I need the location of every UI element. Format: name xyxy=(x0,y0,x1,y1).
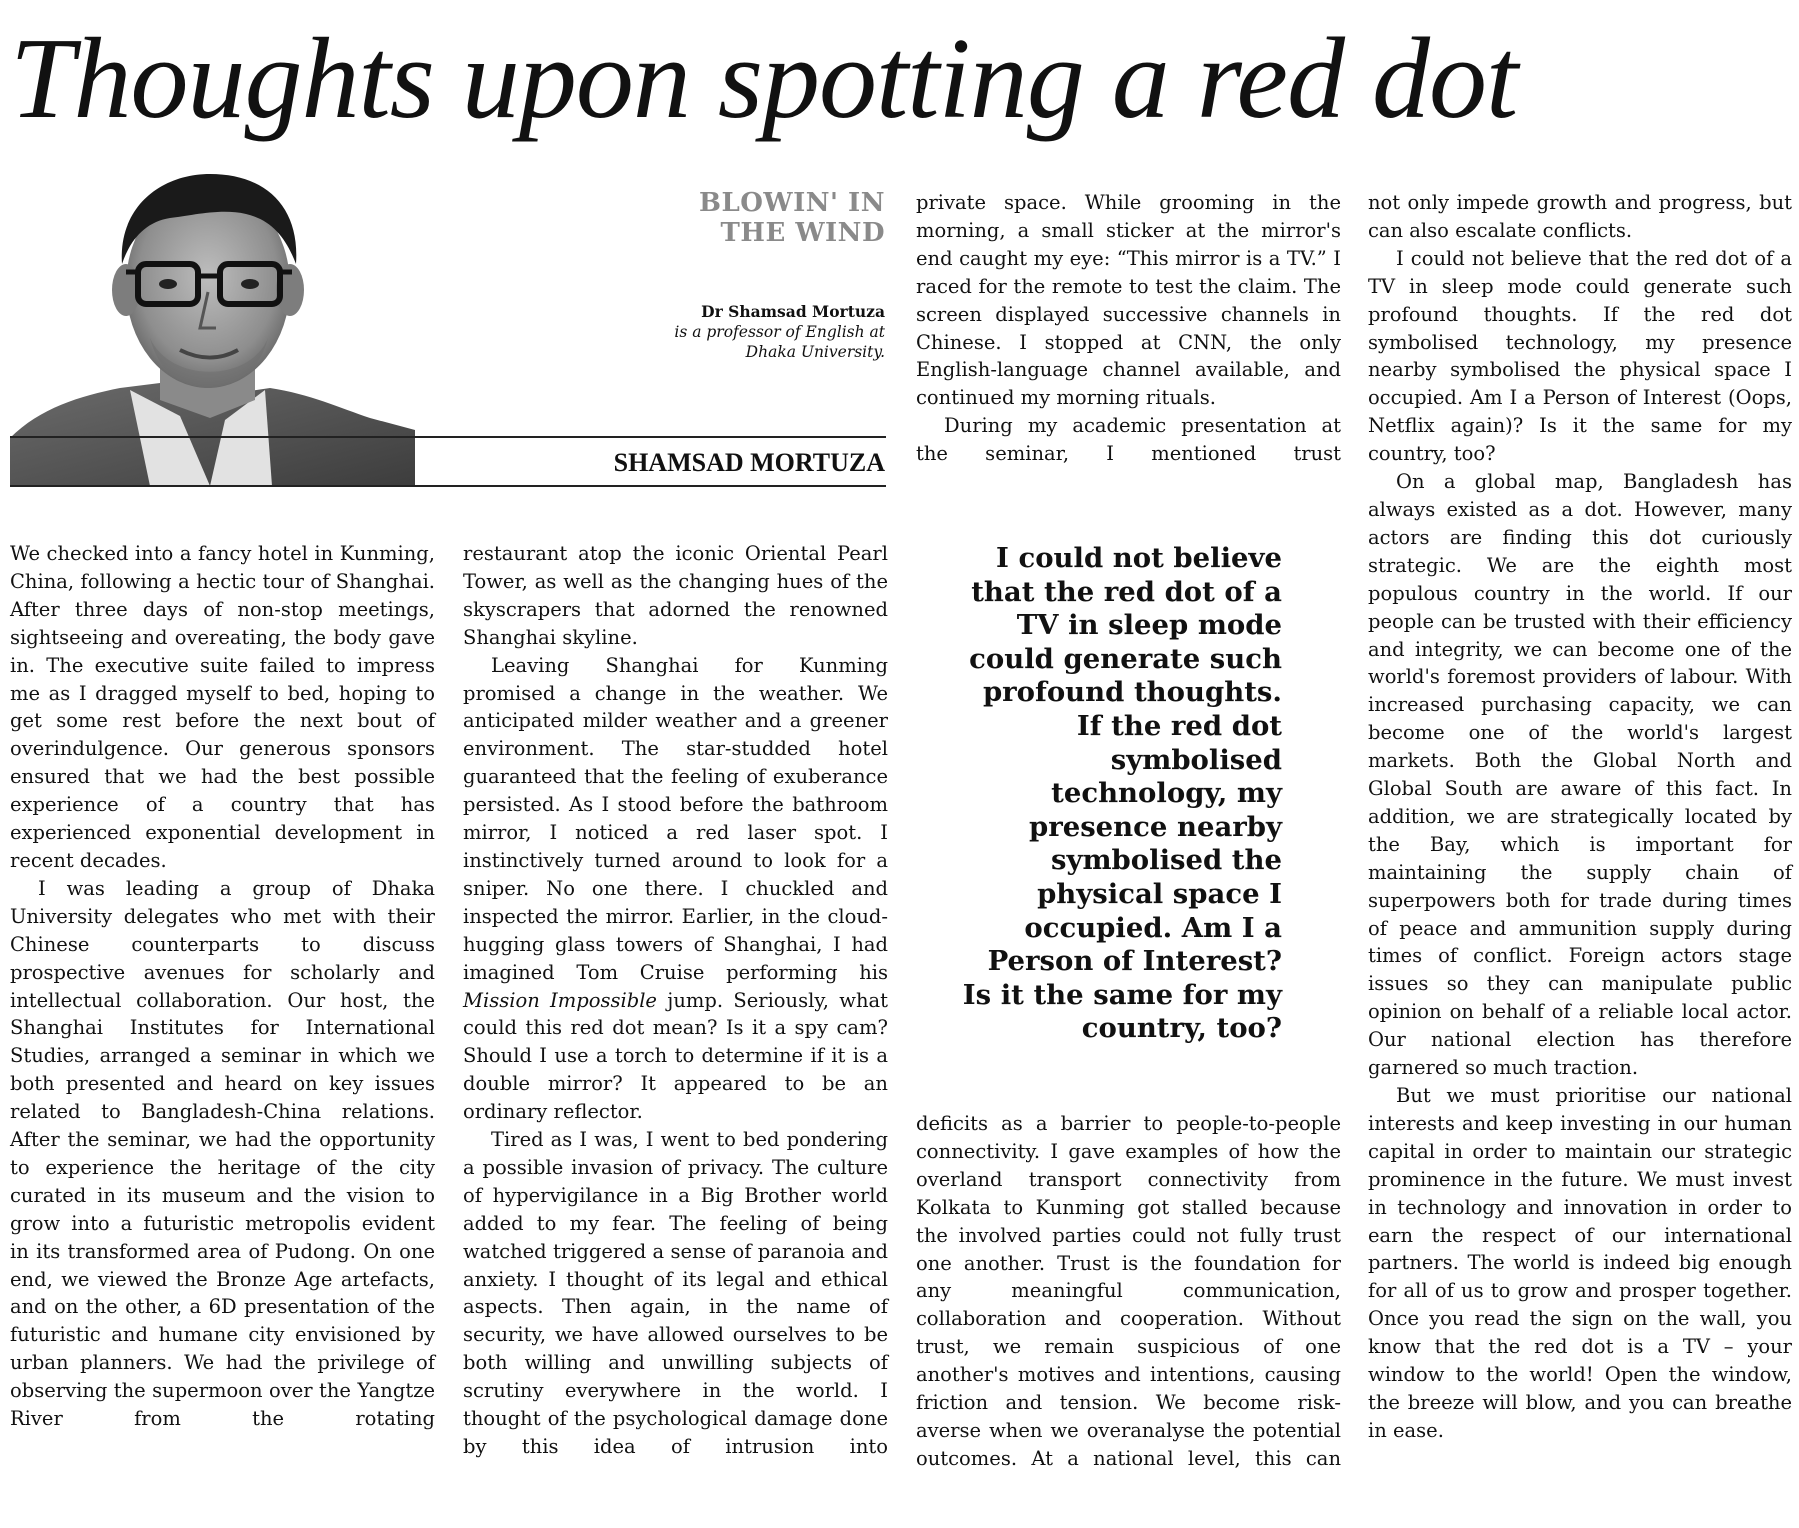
body-column-3-top xyxy=(916,189,1341,468)
author-bio xyxy=(560,302,885,362)
paragraph: Tired as I was, I went to bed pondering a possible invasion of privacy. The culture of hypervigilance in a Big Brother world added to my fear. The feeling of being watched triggered a sense of paranoia and anxiety. I thought of its legal and ethical aspects. Then again, in the name of security, we have allowed ourselves to be both willing and unwilling subjects of scrutiny everywhere in the world. I thought of the psychological damage done by this idea of intrusion into xyxy=(463,1128,888,1458)
column-kicker xyxy=(600,188,885,248)
byline: SHAMSAD MORTUZA xyxy=(613,448,885,477)
kicker-line-2: THE WIND xyxy=(720,218,885,248)
paragraph: We checked into a fancy hotel in Kunming, China, following a hectic tour of Shanghai. After three days of non-stop meetings, sightseeing and overeating, the body gave in. The executive suite failed to impress me as I dragged myself to bed, hoping to get some rest before the next bout of overindulgence. Our generous sponsors ensured that we had the best possible experience of a country that has experienced exponential development in recent decades. xyxy=(10,542,435,872)
pull-quote: I could not believe that the red dot of a TV in sleep mode could generate such profound thoughts. If the red dot symbolised technology, my presence nearby symbolised the physical space I occupied. Am I a Person of Interest? Is it the same for my country, too? xyxy=(962,542,1282,1045)
paragraph: I was leading a group of Dhaka University delegates who met with their Chinese counterparts to discuss prospective avenues for scholarly and intellectual collaboration. Our host, the Shanghai Institutes for International Studies, arranged a seminar in which we both presented and heard on key issues related to Bangladesh-China relations. After the seminar, we had the opportunity to experience the heritage of the city curated in its museum and the vision to grow into a futuristic metropolis evident in its transformed area of Pudong. On one end, we viewed the Bronze Age artefacts, and on the other, a 6D presentation of the futuristic and humane city envisioned by urban planners. We had the privilege of observing the supermoon over the Yangtze River from the rotating xyxy=(10,876,435,1431)
body-column-1 xyxy=(10,540,435,1433)
body-column-3-bottom xyxy=(916,1110,1341,1473)
paragraph: restaurant atop the iconic Oriental Pearl Tower, as well as the changing hues of the skyscrapers that adorned the renowned Shanghai skyline. xyxy=(463,542,888,649)
header-divider xyxy=(10,436,886,438)
bio-name: Dr Shamsad Mortuza xyxy=(701,302,885,321)
body-column-2 xyxy=(463,540,888,1461)
paragraph: On a global map, Bangladesh has always existed as a dot. However, many actors are finding this dot curiously strategic. We are the eighth most populous country in the world. If our people can be trusted with their efficiency and integrity, we can become one of the world's foremost providers of labour. With increased purchasing capacity, we can become one of the world's largest markets. Both the Global North and Global South are aware of this fact. In addition, we are strategically located by the Bay, which is important for maintaining the supply chain of superpowers both for trade during times of peace and ammunition supply during times of conflict. Foreign actors stage issues so they can manipulate public opinion on behalf of a reliable local actor. Our national election has therefore garnered so much traction. xyxy=(1368,470,1792,1080)
paragraph-text: Leaving Shanghai for Kunming promised a change in the weather. We anticipated milder weather and a greener environment. The star-studded hotel guaranteed that the feeling of exuberance persisted. As I stood before the bathroom mirror, I noticed a red laser spot. I instinctively turned around to look for a sniper. No one there. I chuckled and inspected the mirror. Earlier, in the cloud-hugging glass towers of Shanghai, I had imagined Tom Cruise performing his xyxy=(463,653,888,984)
bio-line-1: is a professor of English at xyxy=(674,323,885,341)
paragraph: I could not believe that the red dot of a TV in sleep mode could generate such profound thoughts. If the red dot symbolised technology, my presence nearby symbolised the physical space I occupied. Am I a Person of Interest (Oops, Netflix again)? Is it the same for my country, too? xyxy=(1368,246,1792,466)
film-title: Mission Impossible xyxy=(463,988,657,1012)
body-column-4 xyxy=(1368,189,1792,1445)
author-photo xyxy=(10,168,415,486)
paragraph-text: jump. Seriously, what could this red dot mean? Is it a spy cam? Should I use a torch to determine if it is a double mirror? It appeared to be an ordinary reflector. xyxy=(463,988,888,1124)
headline: Thoughts upon spotting a red dot xyxy=(10,15,1518,143)
paragraph: During my academic presentation at the seminar, I mentioned trust xyxy=(916,414,1341,466)
kicker-line-1: BLOWIN' IN xyxy=(699,188,885,218)
paragraph xyxy=(463,652,888,1126)
byline-divider xyxy=(10,485,886,487)
paragraph: private space. While grooming in the morning, a small sticker at the mirror's end caught my eye: “This mirror is a TV.” I raced for the remote to test the claim. The screen displayed successive channels in Chinese. I stopped at CNN, the only English-language channel available, and continued my morning rituals. xyxy=(916,191,1341,410)
bio-line-2: Dhaka University. xyxy=(745,343,885,361)
paragraph: deficits as a barrier to people-to-people connectivity. I gave examples of how the overland transport connectivity from Kolkata to Kunming got stalled because the involved parties could not fully trust one another. Trust is the foundation for any meaningful communication, collaboration and cooperation. Without trust, we remain suspicious of one another's motives and intentions, causing friction and tension. We become risk-averse when we overanalyse the potential outcomes. At a national level, this can xyxy=(916,1112,1341,1470)
author-portrait-image xyxy=(10,168,415,486)
paragraph: not only impede growth and progress, but can also escalate conflicts. xyxy=(1368,191,1792,242)
paragraph: But we must prioritise our national interests and keep investing in our human capital in order to maintain our strategic prominence in the future. We must invest in technology and innovation in order to earn the respect of our international partners. The world is indeed big enough for all of us to grow and prosper together. Once you read the sign on the wall, you know that the red dot is a TV – your window to the world! Open the window, the breeze will blow, and you can breathe in ease. xyxy=(1368,1084,1792,1442)
